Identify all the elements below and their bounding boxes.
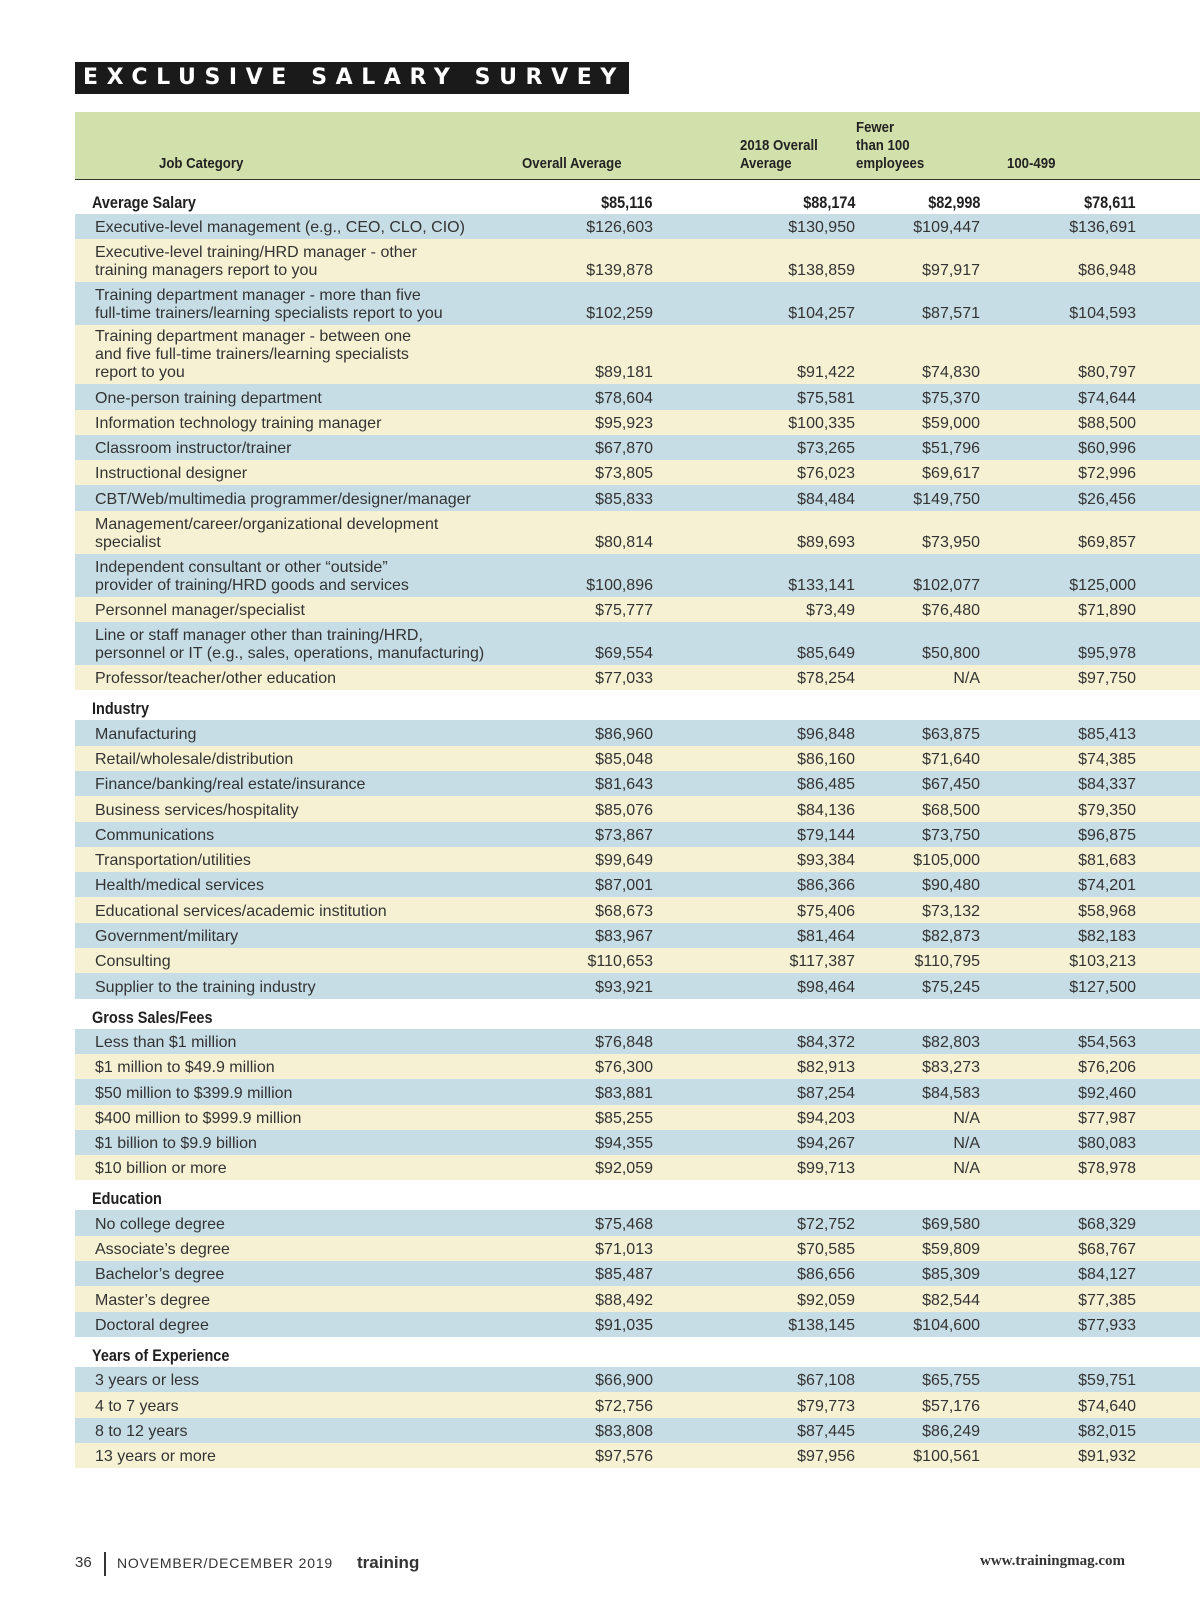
row-label: Business services/hospitality (95, 801, 299, 819)
section-heading-row (75, 690, 1200, 720)
fewer-than-100-cell: $84,583 (922, 1084, 980, 1102)
table-row (75, 460, 1200, 485)
survey-banner: EXCLUSIVE SALARY SURVEY (75, 62, 629, 94)
overall-average-cell: $83,808 (595, 1422, 653, 1440)
table-row (75, 1029, 1200, 1054)
range-100-499-cell: $68,767 (1078, 1241, 1136, 1259)
row-label: Health/medical services (95, 877, 264, 895)
range-100-499-cell: $69,857 (1078, 533, 1136, 551)
overall-2018-cell: $67,108 (797, 1372, 855, 1390)
range-100-499-cell: $72,996 (1078, 465, 1136, 483)
overall-average-cell: $87,001 (595, 877, 653, 895)
fewer-than-100-cell: $86,249 (922, 1422, 980, 1440)
fewer-than-100-cell: $68,500 (922, 801, 980, 819)
overall-average-cell: $80,814 (595, 533, 653, 551)
overall-average-cell: $78,604 (595, 389, 653, 407)
fewer-than-100-cell: $50,800 (922, 645, 980, 663)
overall-2018-cell: $75,406 (797, 902, 855, 920)
overall-average-cell: $85,048 (595, 750, 653, 768)
table-row (75, 1261, 1200, 1286)
overall-2018-cell: $94,267 (797, 1135, 855, 1153)
table-row (75, 720, 1200, 745)
overall-average-cell: $76,848 (595, 1033, 653, 1051)
range-100-499-cell: $74,201 (1078, 877, 1136, 895)
row-label: $50 million to $399.9 million (95, 1084, 293, 1102)
overall-2018-cell: $87,445 (797, 1422, 855, 1440)
table-row (75, 746, 1200, 771)
table-row (75, 239, 1200, 282)
overall-2018-cell: $84,484 (797, 490, 855, 508)
range-100-499-cell: $97,750 (1078, 670, 1136, 688)
overall-average-cell: $73,805 (595, 465, 653, 483)
fewer-than-100-cell: $57,176 (922, 1397, 980, 1415)
overall-average-cell: $72,756 (595, 1397, 653, 1415)
overall-2018-cell: $96,848 (797, 725, 855, 743)
table-row (75, 597, 1200, 622)
fewer-than-100-cell: $76,480 (922, 602, 980, 620)
overall-2018-cell: $89,693 (797, 533, 855, 551)
range-100-499-cell: $81,683 (1078, 852, 1136, 870)
range-100-499-cell: $82,015 (1078, 1422, 1136, 1440)
table-row (75, 1286, 1200, 1311)
range-100-499-cell: $84,337 (1078, 776, 1136, 794)
table-row (75, 1105, 1200, 1130)
fewer-than-100-cell: $149,750 (913, 490, 980, 508)
overall-2018-cell: $70,585 (797, 1241, 855, 1259)
overall-average-cell: $91,035 (595, 1316, 653, 1334)
table-row (75, 384, 1200, 409)
overall-2018-cell: $86,160 (797, 750, 855, 768)
overall-2018-cell: $73,265 (797, 440, 855, 458)
fewer-than-100-cell: $73,950 (922, 533, 980, 551)
range-100-499-cell: $59,751 (1078, 1372, 1136, 1390)
fewer-than-100-cell: $109,447 (913, 219, 980, 237)
row-label: Line or staff manager other than training/HRD, personnel or IT (e.g., sales, operations, manufacturing) (95, 627, 485, 663)
table-row (75, 1443, 1200, 1468)
table-row (75, 1130, 1200, 1155)
overall-average-cell: $126,603 (586, 219, 653, 237)
overall-average-cell: $85,255 (595, 1109, 653, 1127)
fewer-than-100-cell: $71,640 (922, 750, 980, 768)
overall-2018-cell: $86,485 (797, 776, 855, 794)
row-label: 8 to 12 years (95, 1422, 188, 1440)
overall-average-cell: $75,468 (595, 1215, 653, 1233)
range-100-499-cell: $74,644 (1078, 389, 1136, 407)
fewer-than-100-cell: $69,580 (922, 1215, 980, 1233)
overall-2018-cell: $86,656 (797, 1266, 855, 1284)
overall-average-cell: $85,076 (595, 801, 653, 819)
range-100-499-cell: $82,183 (1078, 928, 1136, 946)
row-label: One-person training department (95, 389, 322, 407)
overall-2018-cell: $88,174 (802, 193, 855, 212)
table-row (75, 665, 1200, 690)
overall-average-cell: $68,673 (595, 902, 653, 920)
row-label: Executive-level training/HRD manager - other training managers report to you (95, 244, 417, 280)
row-label: $10 billion or more (95, 1160, 227, 1178)
overall-average-cell: $77,033 (595, 670, 653, 688)
overall-2018-cell: $94,203 (797, 1109, 855, 1127)
section-heading: Years of Experience (92, 1345, 230, 1365)
section-heading: Education (92, 1189, 162, 1209)
overall-2018-cell: $93,384 (797, 852, 855, 870)
overall-2018-cell: $130,950 (788, 219, 855, 237)
row-label: Consulting (95, 953, 171, 971)
row-label: Less than $1 million (95, 1033, 237, 1051)
fewer-than-100-cell: $59,000 (922, 414, 980, 432)
section-heading: Industry (92, 699, 150, 719)
fewer-than-100-cell: $90,480 (922, 877, 980, 895)
overall-2018-cell: $87,254 (797, 1084, 855, 1102)
fewer-than-100-cell: $75,370 (922, 389, 980, 407)
overall-2018-cell: $73,49 (806, 602, 855, 620)
overall-2018-cell: $75,581 (797, 389, 855, 407)
row-label: Manufacturing (95, 725, 197, 743)
overall-average-cell: $88,492 (595, 1291, 653, 1309)
fewer-than-100-cell: N/A (953, 670, 980, 688)
overall-2018-cell: $84,372 (797, 1033, 855, 1051)
row-label: Bachelor’s degree (95, 1266, 225, 1284)
row-label: $1 million to $49.9 million (95, 1059, 275, 1077)
overall-average-cell: $81,643 (595, 776, 653, 794)
table-row (75, 1418, 1200, 1443)
row-label: Educational services/academic institution (95, 902, 387, 920)
row-label: Retail/wholesale/distribution (95, 750, 294, 768)
overall-average-cell: $93,921 (595, 978, 653, 996)
row-label: 3 years or less (95, 1372, 200, 1390)
row-label: 13 years or more (95, 1448, 216, 1466)
issue-date: NOVEMBER/DECEMBER 2019 (117, 1555, 333, 1571)
magazine-name: training (357, 1553, 420, 1572)
range-100-499-cell: $80,083 (1078, 1135, 1136, 1153)
page-number: 36 (75, 1554, 92, 1571)
fewer-than-100-cell: $104,600 (913, 1316, 980, 1334)
row-label: 4 to 7 years (95, 1397, 179, 1415)
table-row (75, 410, 1200, 435)
fewer-than-100-cell: $63,875 (922, 725, 980, 743)
overall-average-cell: $67,870 (595, 440, 653, 458)
table-row (75, 1392, 1200, 1417)
header-job-category: Job Category (159, 155, 244, 172)
overall-2018-cell: $98,464 (797, 978, 855, 996)
range-100-499-cell: $125,000 (1069, 576, 1136, 594)
table-row (75, 1054, 1200, 1079)
overall-2018-cell: $92,059 (797, 1291, 855, 1309)
overall-2018-cell: $78,254 (797, 670, 855, 688)
overall-average-cell: $92,059 (595, 1160, 653, 1178)
range-100-499-cell: $54,563 (1078, 1033, 1136, 1051)
salary-table (75, 112, 1200, 1468)
range-100-499-cell: $79,350 (1078, 801, 1136, 819)
row-label: Government/military (95, 928, 239, 946)
overall-average-cell: $83,967 (595, 928, 653, 946)
fewer-than-100-cell: $59,809 (922, 1241, 980, 1259)
overall-2018-cell: $91,422 (797, 364, 855, 382)
row-label: Master’s degree (95, 1291, 211, 1309)
overall-2018-cell: $72,752 (797, 1215, 855, 1233)
overall-average-cell: $73,867 (595, 826, 653, 844)
overall-average-cell: $99,649 (595, 852, 653, 870)
overall-2018-cell: $85,649 (797, 645, 855, 663)
overall-average-cell: $66,900 (595, 1372, 653, 1390)
row-label: Independent consultant or other “outside” provider of training/HRD goods and services (95, 558, 409, 594)
overall-2018-cell: $138,859 (788, 262, 855, 280)
fewer-than-100-cell: $69,617 (922, 465, 980, 483)
range-100-499-cell: $77,933 (1078, 1316, 1136, 1334)
range-100-499-cell: $77,987 (1078, 1109, 1136, 1127)
range-100-499-cell: $136,691 (1069, 219, 1136, 237)
table-row (75, 847, 1200, 872)
section-heading: Gross Sales/Fees (92, 1007, 213, 1027)
table-row (75, 822, 1200, 847)
overall-2018-cell: $82,913 (797, 1059, 855, 1077)
row-label: Average Salary (92, 193, 196, 212)
row-label: $1 billion to $9.9 billion (95, 1135, 257, 1153)
range-100-499-cell: $26,456 (1078, 490, 1136, 508)
footer-divider (104, 1552, 106, 1576)
fewer-than-100-cell: $82,873 (922, 928, 980, 946)
overall-2018-cell: $97,956 (797, 1448, 855, 1466)
header-100-499: 100-499 (1007, 155, 1056, 172)
table-row (75, 1236, 1200, 1261)
row-label: Executive-level management (e.g., CEO, CLO, CIO) (95, 219, 465, 237)
range-100-499-cell: $60,996 (1078, 440, 1136, 458)
range-100-499-cell: $95,978 (1078, 645, 1136, 663)
range-100-499-cell: $74,640 (1078, 1397, 1136, 1415)
overall-2018-cell: $76,023 (797, 465, 855, 483)
fewer-than-100-cell: $85,309 (922, 1266, 980, 1284)
row-label: Associate’s degree (95, 1241, 230, 1259)
overall-2018-cell: $84,136 (797, 801, 855, 819)
table-row (75, 1312, 1200, 1337)
range-100-499-cell: $85,413 (1078, 725, 1136, 743)
fewer-than-100-cell: N/A (953, 1160, 980, 1178)
range-100-499-cell: $91,932 (1078, 1448, 1136, 1466)
fewer-than-100-cell: $82,544 (922, 1291, 980, 1309)
table-row (75, 214, 1200, 239)
row-label: CBT/Web/multimedia programmer/designer/manager (95, 490, 471, 508)
website-url: www.trainingmag.com (980, 1553, 1125, 1569)
table-row (75, 554, 1200, 597)
range-100-499-cell: $88,500 (1078, 414, 1136, 432)
header-fewer-than-100: Fewer than 100 employees (856, 119, 925, 172)
row-label: Personnel manager/specialist (95, 602, 305, 620)
average-salary-row (75, 180, 1200, 214)
table-row (75, 435, 1200, 460)
fewer-than-100-cell: N/A (953, 1135, 980, 1153)
fewer-than-100-cell: $74,830 (922, 364, 980, 382)
overall-average-cell: $94,355 (595, 1135, 653, 1153)
overall-average-cell: $85,487 (595, 1266, 653, 1284)
row-label: No college degree (95, 1215, 225, 1233)
overall-2018-cell: $99,713 (797, 1160, 855, 1178)
row-label: Information technology training manager (95, 414, 382, 432)
overall-average-cell: $69,554 (595, 645, 653, 663)
table-row (75, 282, 1200, 325)
row-label: Training department manager - more than five full-time trainers/learning specialists report to you (95, 287, 443, 323)
fewer-than-100-cell: $102,077 (913, 576, 980, 594)
range-100-499-cell: $127,500 (1069, 978, 1136, 996)
overall-average-cell: $75,777 (595, 602, 653, 620)
overall-average-cell: $85,833 (595, 490, 653, 508)
fewer-than-100-cell: $87,571 (922, 305, 980, 323)
section-heading-row (75, 999, 1200, 1029)
fewer-than-100-cell: $110,795 (914, 953, 980, 971)
overall-average-cell: $89,181 (595, 364, 653, 382)
overall-average-cell: $100,896 (586, 576, 653, 594)
overall-average-cell: $97,576 (595, 1448, 653, 1466)
overall-2018-cell: $81,464 (797, 928, 855, 946)
table-row (75, 1155, 1200, 1180)
range-100-499-cell: $92,460 (1078, 1084, 1136, 1102)
row-label: Supplier to the training industry (95, 978, 316, 996)
range-100-499-cell: $77,385 (1078, 1291, 1136, 1309)
fewer-than-100-cell: N/A (953, 1109, 980, 1127)
row-label: Training department manager - between one and five full-time trainers/learning specialists report to you (95, 328, 412, 382)
fewer-than-100-cell: $97,917 (922, 262, 980, 280)
range-100-499-cell: $68,329 (1078, 1215, 1136, 1233)
range-100-499-cell: $78,978 (1078, 1160, 1136, 1178)
row-label: Management/career/organizational development specialist (95, 515, 439, 551)
overall-average-cell: $110,653 (587, 953, 653, 971)
row-label: Finance/banking/real estate/insurance (95, 776, 366, 794)
table-header (75, 112, 1200, 180)
range-100-499-cell: $74,385 (1078, 750, 1136, 768)
fewer-than-100-cell: $105,000 (913, 852, 980, 870)
table-row (75, 872, 1200, 897)
table-row (75, 622, 1200, 665)
row-label: Professor/teacher/other education (95, 670, 337, 688)
table-row (75, 973, 1200, 998)
fewer-than-100-cell: $65,755 (922, 1372, 980, 1390)
fewer-than-100-cell: $83,273 (922, 1059, 980, 1077)
overall-average-cell: $71,013 (595, 1241, 653, 1259)
table-row (75, 771, 1200, 796)
table-body (75, 180, 1200, 1468)
row-label: Transportation/utilities (95, 852, 251, 870)
row-label: Classroom instructor/trainer (95, 440, 292, 458)
overall-2018-cell: $117,387 (789, 953, 855, 971)
range-100-499-cell: $80,797 (1078, 364, 1136, 382)
range-100-499-cell: $78,611 (1084, 193, 1136, 212)
fewer-than-100-cell: $82,998 (927, 193, 980, 212)
overall-2018-cell: $86,366 (797, 877, 855, 895)
header-2018-overall: 2018 Overall Average (740, 137, 818, 172)
range-100-499-cell: $71,890 (1078, 602, 1136, 620)
overall-average-cell: $102,259 (586, 305, 653, 323)
row-label: Instructional designer (95, 465, 248, 483)
fewer-than-100-cell: $51,796 (922, 440, 980, 458)
header-overall-average: Overall Average (522, 155, 622, 172)
table-row (75, 948, 1200, 973)
table-row (75, 325, 1200, 384)
range-100-499-cell: $84,127 (1078, 1266, 1136, 1284)
overall-2018-cell: $100,335 (788, 414, 855, 432)
range-100-499-cell: $103,213 (1069, 953, 1136, 971)
row-label: Doctoral degree (95, 1316, 209, 1334)
section-heading-row (75, 1180, 1200, 1210)
range-100-499-cell: $96,875 (1078, 826, 1136, 844)
overall-2018-cell: $104,257 (788, 305, 855, 323)
row-label: $400 million to $999.9 million (95, 1109, 302, 1127)
table-row (75, 796, 1200, 821)
range-100-499-cell: $86,948 (1078, 262, 1136, 280)
fewer-than-100-cell: $67,450 (922, 776, 980, 794)
fewer-than-100-cell: $100,561 (913, 1448, 980, 1466)
table-row (75, 485, 1200, 510)
overall-2018-cell: $133,141 (788, 576, 855, 594)
range-100-499-cell: $58,968 (1078, 902, 1136, 920)
overall-average-cell: $139,878 (586, 262, 653, 280)
overall-2018-cell: $138,145 (788, 1316, 855, 1334)
fewer-than-100-cell: $75,245 (922, 978, 980, 996)
table-row (75, 897, 1200, 922)
overall-average-cell: $95,923 (595, 414, 653, 432)
range-100-499-cell: $76,206 (1078, 1059, 1136, 1077)
table-row (75, 1210, 1200, 1235)
overall-average-cell: $76,300 (595, 1059, 653, 1077)
fewer-than-100-cell: $73,750 (922, 826, 980, 844)
fewer-than-100-cell: $73,132 (922, 902, 980, 920)
table-row (75, 923, 1200, 948)
overall-average-cell: $83,881 (595, 1084, 653, 1102)
page-footer (75, 1552, 1125, 1576)
fewer-than-100-cell: $82,803 (922, 1033, 980, 1051)
overall-average-cell: $86,960 (595, 725, 653, 743)
table-row (75, 1079, 1200, 1104)
overall-average-cell: $85,116 (601, 193, 653, 212)
overall-2018-cell: $79,144 (797, 826, 855, 844)
range-100-499-cell: $104,593 (1069, 305, 1136, 323)
row-label: Communications (95, 826, 215, 844)
overall-2018-cell: $79,773 (797, 1397, 855, 1415)
table-row (75, 1367, 1200, 1392)
section-heading-row (75, 1337, 1200, 1367)
table-row (75, 511, 1200, 554)
